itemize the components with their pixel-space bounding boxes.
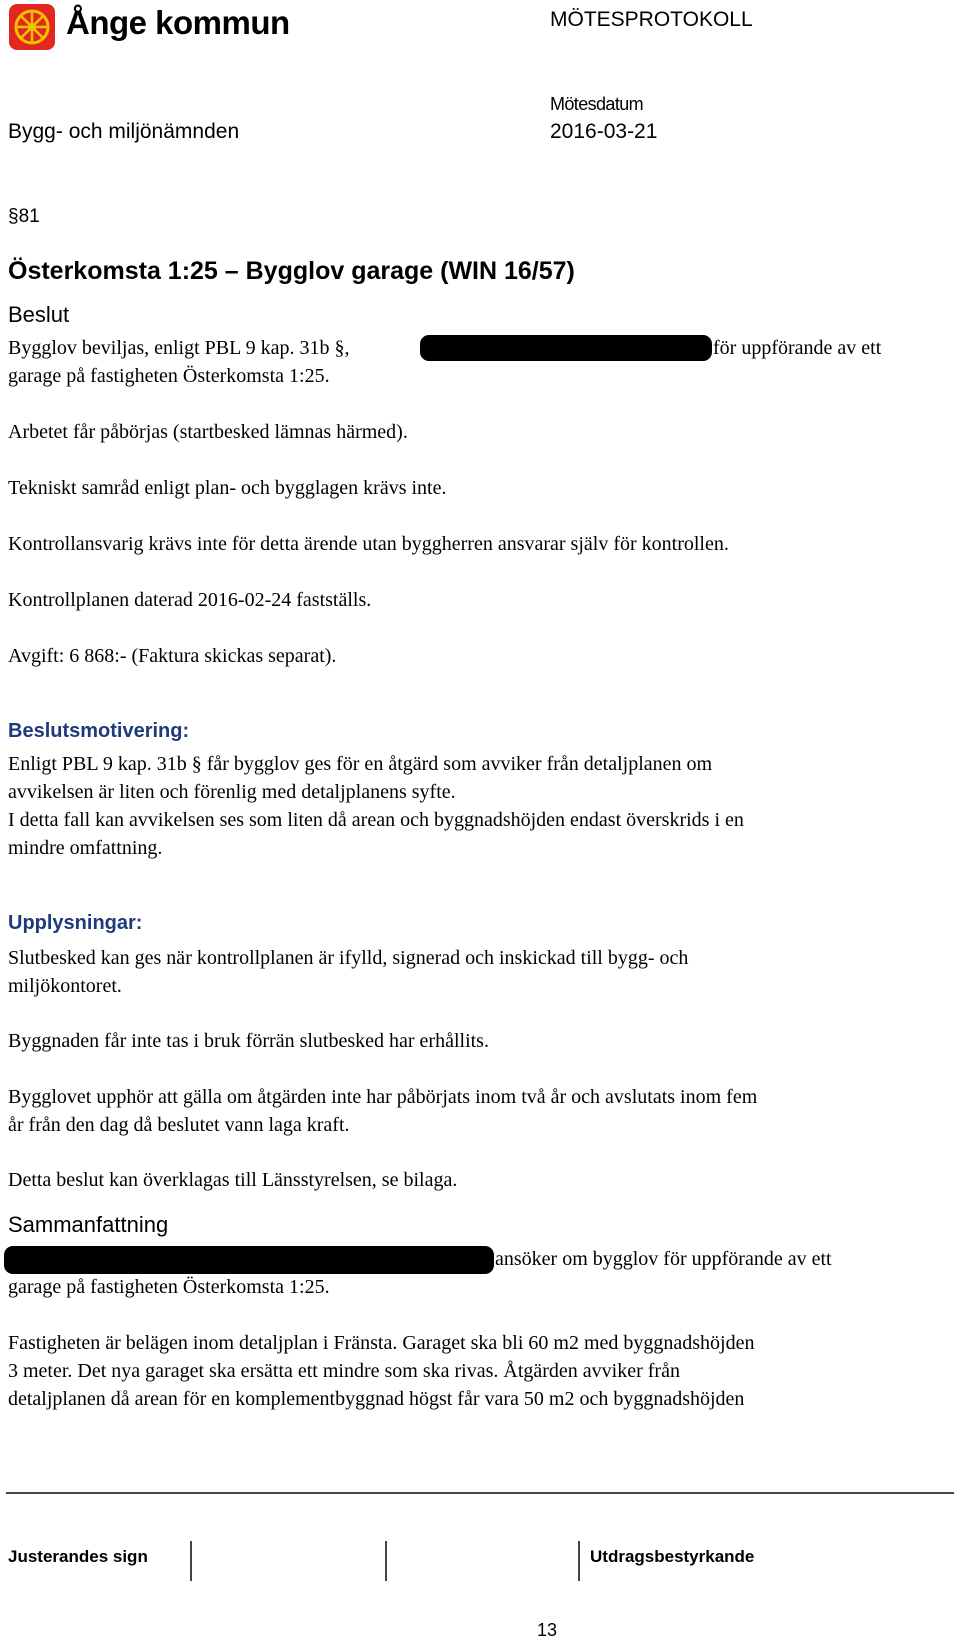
motivering-heading: Beslutsmotivering: — [8, 720, 190, 742]
upplysningar-line: Byggnaden får inte tas i bruk förrän slutbesked har erhållits. — [8, 1030, 489, 1052]
motivering-line: Enligt PBL 9 kap. 31b § får bygglov ges för en åtgärd som avviker från detaljplanen om — [8, 753, 713, 775]
sammanfattning-line: 3 meter. Det nya garaget ska ersätta ett mindre som ska rivas. Åtgärden avviker från — [8, 1360, 680, 1382]
sammanfattning-line: detaljplanen då arean för en komplementbyggnad högst får vara 50 m2 och byggnadshöjden — [8, 1388, 745, 1410]
upplysningar-line: år från den dag då beslutet vann laga kraft. — [8, 1114, 350, 1136]
document-type: MÖTESPROTOKOLL — [550, 8, 753, 31]
signature-divider — [385, 1541, 387, 1581]
page-number: 13 — [537, 1620, 558, 1640]
section-number: §81 — [8, 206, 40, 227]
ange-kommun-logo-icon — [8, 3, 56, 51]
beslut-paragraph: Kontrollansvarig krävs inte för detta ärende utan byggherren ansvarar själv för kontrollen. — [8, 533, 729, 555]
signature-divider — [578, 1541, 580, 1581]
beslut-paragraph: Avgift: 6 868:- (Faktura skickas separat). — [8, 645, 337, 667]
org-name: Ånge kommun — [66, 4, 290, 41]
signature-label: Justerandes sign — [8, 1547, 148, 1566]
upplysningar-line: Bygglovet upphör att gälla om åtgärden inte har påbörjats inom två år och avslutats inom fem — [8, 1086, 758, 1108]
sammanfattning-heading: Sammanfattning — [8, 1212, 169, 1237]
redaction-bar — [4, 1246, 494, 1274]
meeting-date: 2016-03-21 — [550, 120, 658, 143]
sammanfattning-line: Fastigheten är belägen inom detaljplan i Fränsta. Garaget ska bli 60 m2 med byggnadshöjden — [8, 1332, 755, 1354]
beslut-line1-start: Bygglov beviljas, enligt PBL 9 kap. 31b §, — [8, 337, 350, 359]
beslut-line1-end: för uppförande av ett — [713, 337, 882, 359]
signature-divider — [190, 1541, 192, 1581]
beslut-line2: garage på fastigheten Österkomsta 1:25. — [8, 365, 330, 387]
upplysningar-line: miljökontoret. — [8, 975, 122, 997]
meeting-date-label: Mötesdatum — [550, 94, 644, 114]
committee-name: Bygg- och miljönämnden — [8, 120, 240, 143]
beslut-paragraph: Tekniskt samråd enligt plan- och bygglagen krävs inte. — [8, 477, 447, 499]
beslut-heading: Beslut — [8, 302, 70, 327]
extract-verification-label: Utdragsbestyrkande — [590, 1547, 755, 1566]
sammanfattning-line: ansöker om bygglov för uppförande av ett — [495, 1248, 832, 1270]
footer-divider — [6, 1492, 954, 1494]
beslut-paragraph: Arbetet får påbörjas (startbesked lämnas härmed). — [8, 421, 408, 443]
sammanfattning-line: garage på fastigheten Österkomsta 1:25. — [8, 1276, 330, 1298]
redaction-bar — [420, 335, 712, 361]
motivering-line: I detta fall kan avvikelsen ses som liten då arean och byggnadshöjden endast överskrids i en — [8, 809, 744, 831]
upplysningar-line: Slutbesked kan ges när kontrollplanen är ifylld, signerad och inskickad till bygg- och — [8, 947, 689, 969]
case-title: Österkomsta 1:25 – Bygglov garage (WIN 16/57) — [8, 257, 575, 285]
motivering-line: mindre omfattning. — [8, 837, 163, 859]
upplysningar-line: Detta beslut kan överklagas till Länsstyrelsen, se bilaga. — [8, 1169, 458, 1191]
upplysningar-heading: Upplysningar: — [8, 912, 143, 934]
beslut-paragraph: Kontrollplanen daterad 2016-02-24 fastställs. — [8, 589, 372, 611]
motivering-line: avvikelsen är liten och förenlig med detaljplanens syfte. — [8, 781, 456, 803]
